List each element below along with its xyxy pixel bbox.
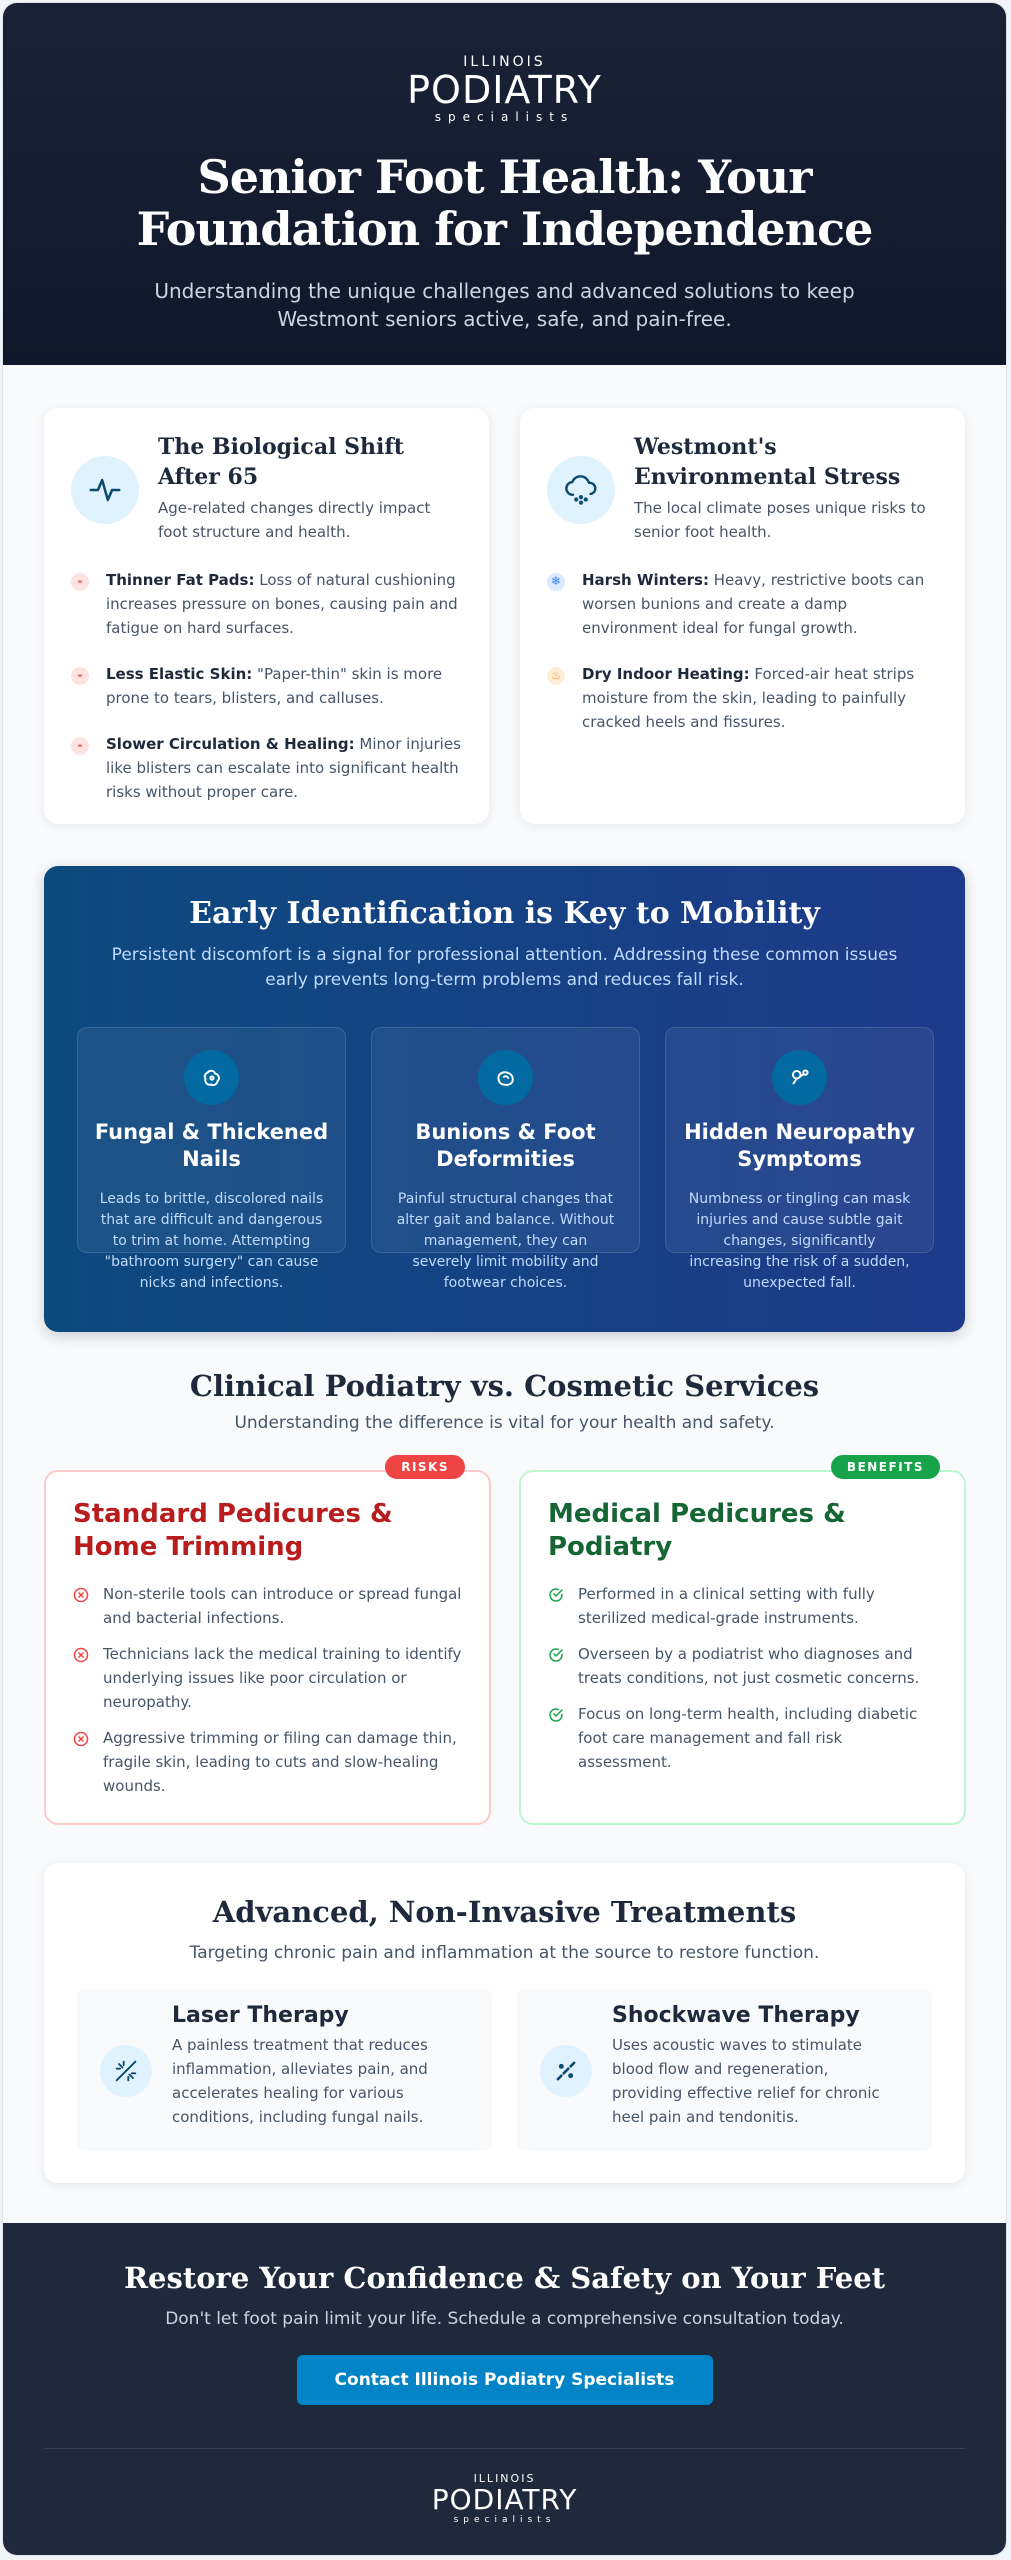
check-circle-icon: [548, 1647, 564, 1663]
treatments-title: Advanced, Non-Invasive Treatments: [212, 1895, 797, 1929]
environment-card: [520, 408, 965, 824]
logo-top: ILLINOIS: [463, 54, 546, 70]
minus-icon: -: [71, 667, 89, 685]
list-item: [548, 1582, 938, 1630]
x-circle-icon: [73, 1731, 89, 1747]
biological-title: The Biological Shift After 65: [158, 434, 404, 490]
footer-cta: [3, 2223, 1006, 2555]
x-circle-icon: [73, 1647, 89, 1663]
heat-icon: ♨: [547, 667, 565, 685]
biological-card: [44, 408, 489, 824]
biological-subtitle: Age-related changes directly impact foot structure and health.: [158, 499, 431, 541]
item-text: Forced-air heat strips moisture from the skin, leading to painfully cracked heels and fissures.: [582, 665, 915, 731]
footer-divider: [44, 2448, 965, 2449]
minus-icon: -: [71, 573, 89, 591]
page-title: Senior Foot Health: Your Foundation for Independence: [136, 150, 873, 256]
treatments-subtitle: Targeting chronic pain and inflammation at the source to restore function.: [189, 1943, 820, 1963]
list-item: [73, 1726, 463, 1798]
early-title: Early Identification is Key to Mobility: [189, 896, 820, 931]
list-item: [73, 1642, 463, 1714]
logo-main: PODIATRY: [431, 2483, 578, 2516]
item-label: Less Elastic Skin:: [106, 665, 253, 683]
fungus-icon: [184, 1050, 239, 1105]
item-text: Overseen by a podiatrist who diagnoses and treats conditions, not just cosmetic concerns.: [578, 1645, 920, 1687]
treatments-section: [44, 1863, 965, 2183]
risks-card: [44, 1460, 491, 1825]
snow-cloud-icon: [547, 456, 615, 524]
risks-title: Standard Pedicures & Home Trimming: [73, 1499, 393, 1562]
page-subtitle: Understanding the unique challenges and advanced solutions to keep Westmont seniors active, safe, and pain-free.: [154, 279, 855, 331]
compare-subtitle: Understanding the difference is vital for your health and safety.: [234, 1413, 775, 1433]
item-text: Heavy, restrictive boots can worsen bunions and create a damp environment ideal for fungal growth.: [582, 571, 925, 637]
logo-main: PODIATRY: [407, 68, 602, 112]
treatment-title: Laser Therapy: [172, 2003, 349, 2028]
issue-title: Hidden Neuropathy Symptoms: [684, 1120, 915, 1171]
item-text: Non-sterile tools can introduce or spread fungal and bacterial infections.: [103, 1585, 462, 1627]
list-item: [547, 662, 947, 734]
logo-top: ILLINOIS: [473, 2472, 536, 2485]
list-item: [71, 732, 471, 804]
issue-card: [77, 1027, 346, 1291]
item-label: Thinner Fat Pads:: [106, 571, 255, 589]
environment-subtitle: The local climate poses unique risks to senior foot health.: [634, 499, 926, 541]
compare-title: Clinical Podiatry vs. Cosmetic Services: [189, 1369, 820, 1403]
list-item: [73, 1582, 463, 1630]
logo-bottom: specialists: [453, 2515, 556, 2525]
treatment-text: A painless treatment that reduces inflammation, alleviates pain, and accelerates healing for various conditions, including fungal nails.: [172, 2036, 428, 2126]
nerve-icon: [772, 1050, 827, 1105]
environment-list: [547, 568, 947, 756]
biological-list: [71, 568, 471, 826]
heartbeat-icon: [71, 456, 139, 524]
item-label: Dry Indoor Heating:: [582, 665, 750, 683]
footer-title: Restore Your Confidence & Safety on Your Feet: [123, 2261, 886, 2295]
list-item: [71, 568, 471, 640]
item-text: Aggressive trimming or filing can damage thin, fragile skin, leading to cuts and slow-healing wounds.: [103, 1729, 457, 1795]
issue-card: [371, 1027, 640, 1291]
laser-icon: [100, 2045, 152, 2097]
benefits-list: [548, 1582, 938, 1786]
footer-subtitle: Don't let foot pain limit your life. Schedule a comprehensive consultation today.: [165, 2309, 844, 2329]
treatment-text: Uses acoustic waves to stimulate blood flow and regeneration, providing effective relief for chronic heel pain and tendonitis.: [612, 2036, 880, 2126]
logo-bottom: specialists: [434, 110, 575, 124]
item-text: Focus on long-term health, including diabetic foot care management and fall risk assessment.: [578, 1705, 918, 1771]
logo: [407, 3, 602, 123]
minus-icon: -: [71, 737, 89, 755]
risks-list: [73, 1582, 463, 1810]
issue-text: Leads to brittle, discolored nails that are difficult and dangerous to trim at home. Attempting "bathroom surgery" can cause nicks and infections.: [99, 1191, 324, 1291]
issue-text: Numbness or tingling can mask injuries and cause subtle gait changes, significantly increasing the risk of a sudden, unexpected fall.: [688, 1191, 911, 1291]
benefits-title: Medical Pedicures & Podiatry: [548, 1499, 846, 1562]
environment-title: Westmont's Environmental Stress: [634, 434, 901, 490]
item-label: Slower Circulation & Healing:: [106, 735, 355, 753]
item-label: Harsh Winters:: [582, 571, 709, 589]
issue-card: [665, 1027, 934, 1291]
list-item: [547, 568, 947, 640]
x-circle-icon: [73, 1587, 89, 1603]
check-circle-icon: [548, 1707, 564, 1723]
list-item: [71, 662, 471, 710]
item-text: Loss of natural cushioning increases pressure on bones, causing pain and fatigue on hard surfaces.: [106, 571, 458, 637]
hero-header: [3, 3, 1006, 365]
footer-logo: [3, 2473, 1006, 2525]
info-cards-row: [44, 408, 965, 824]
issue-text: Painful structural changes that alter gait and balance. Without management, they can severely limit mobility and footwear choices.: [396, 1191, 615, 1291]
benefits-badge: BENEFITS: [831, 1455, 940, 1479]
item-text: "Paper-thin" skin is more prone to tears, blisters, and calluses.: [106, 665, 443, 707]
snowflake-icon: ❄: [547, 573, 565, 591]
item-text: Minor injuries like blisters can escalate into significant health risks without proper care.: [106, 735, 461, 801]
treatment-title: Shockwave Therapy: [612, 2003, 860, 2028]
benefits-card: [519, 1460, 966, 1825]
treatment-card: [77, 1989, 492, 2151]
list-item: [548, 1642, 938, 1690]
item-text: Performed in a clinical setting with fully sterilized medical-grade instruments.: [578, 1585, 875, 1627]
item-text: Technicians lack the medical training to identify underlying issues like poor circulation or neuropathy.: [103, 1645, 462, 1711]
issue-title: Bunions & Foot Deformities: [415, 1120, 596, 1171]
list-item: [548, 1702, 938, 1774]
infographic-page: [3, 3, 1006, 2555]
early-lead: Persistent discomfort is a signal for professional attention. Addressing these common issues early prevents long-term problems and reduces fall risk.: [111, 945, 898, 990]
check-circle-icon: [548, 1587, 564, 1603]
treatment-card: [517, 1989, 932, 2151]
bunion-icon: [478, 1050, 533, 1105]
risks-badge: RISKS: [385, 1455, 465, 1479]
contact-button[interactable]: Contact Illinois Podiatry Specialists: [297, 2355, 713, 2405]
shockwave-icon: [540, 2045, 592, 2097]
issue-title: Fungal & Thickened Nails: [94, 1120, 329, 1171]
early-identification-section: [44, 866, 965, 1332]
